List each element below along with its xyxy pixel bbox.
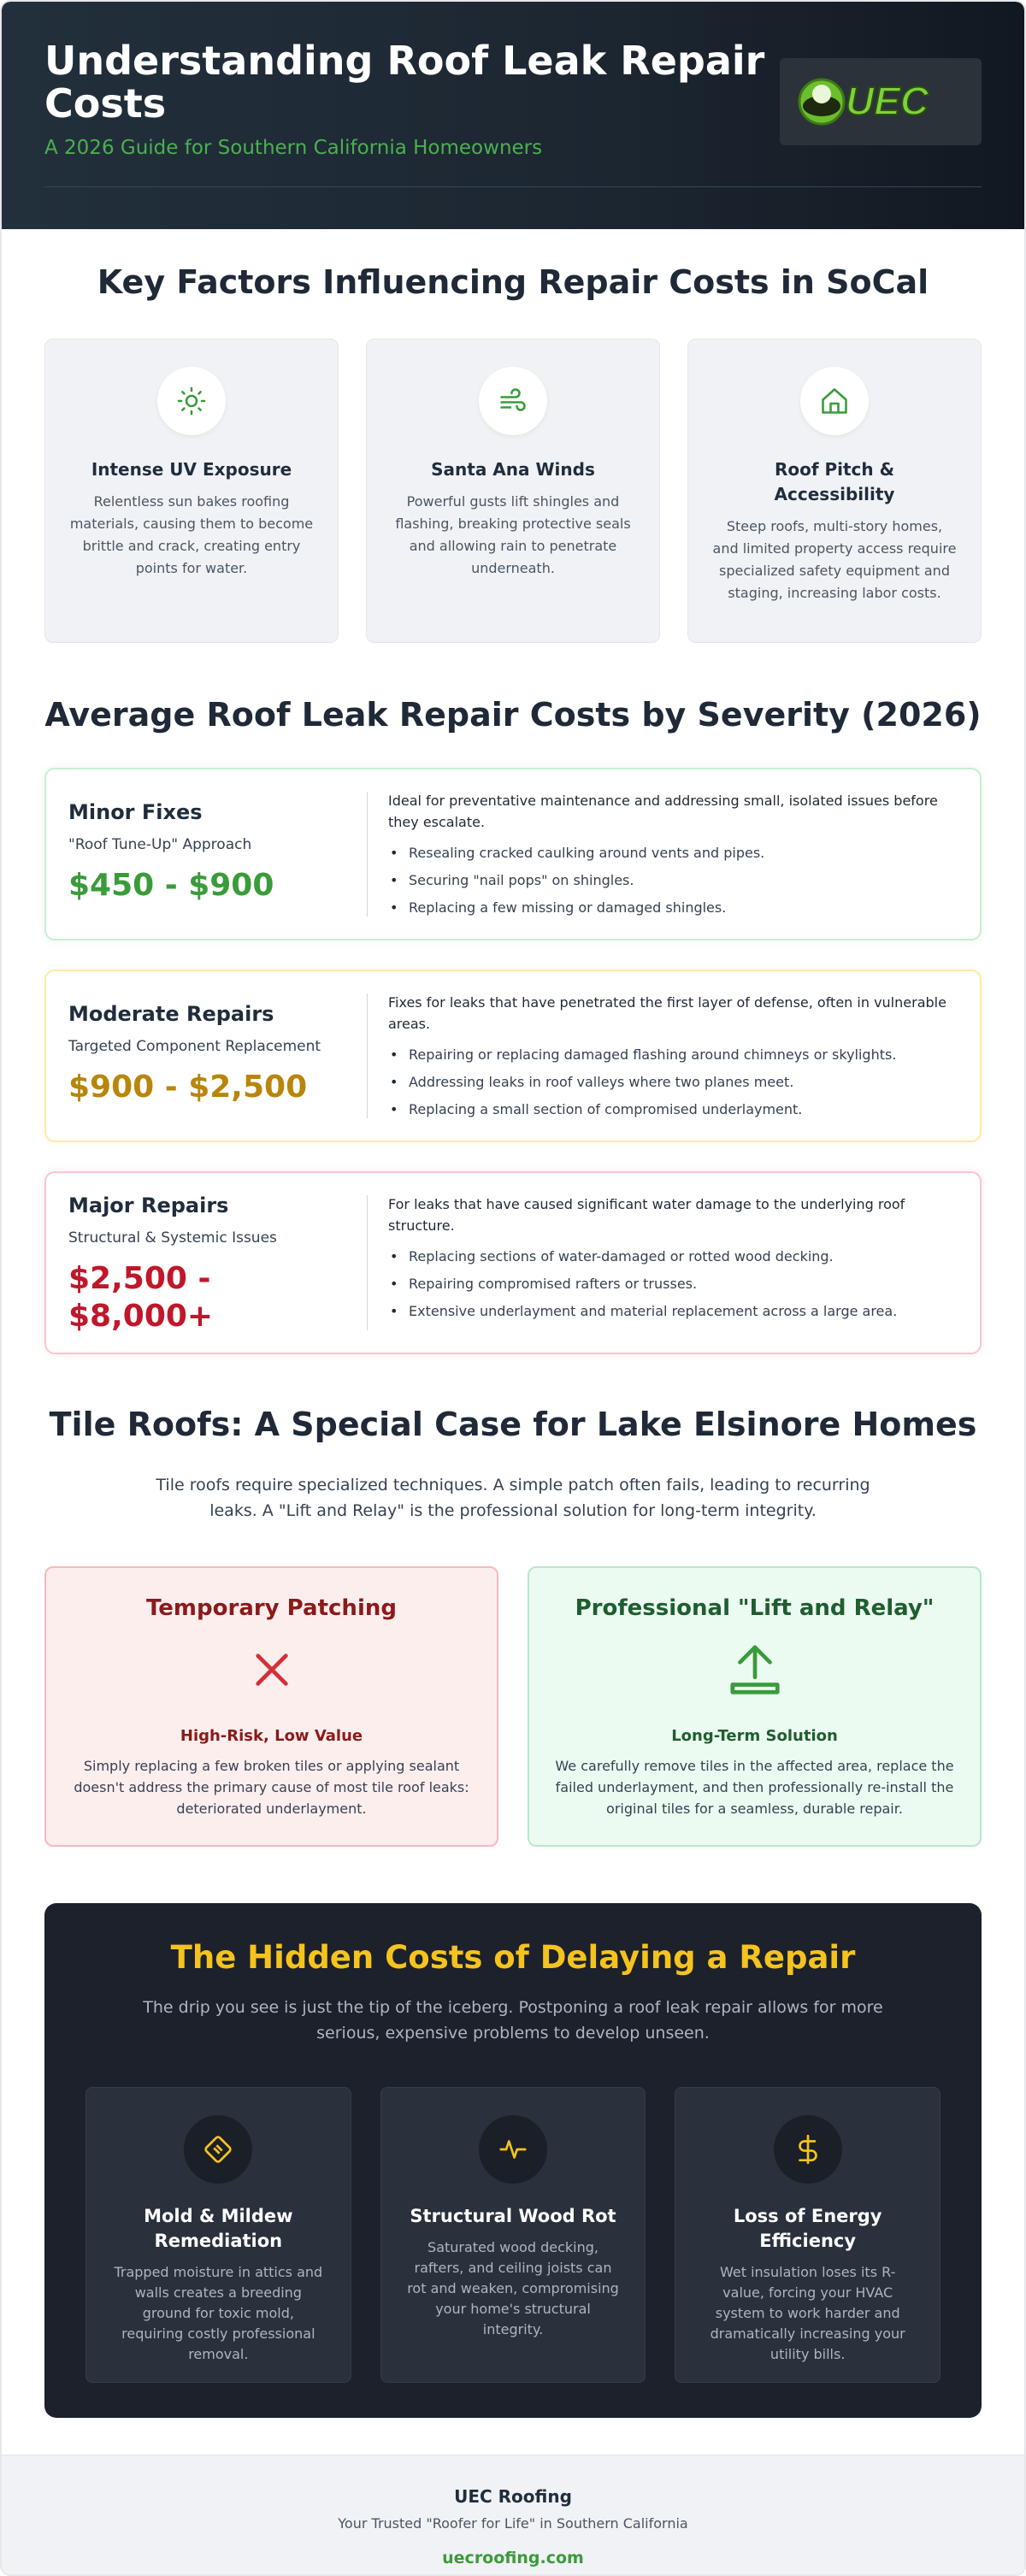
list-item: • Replacing a small section of compromised underlayment. [388, 1101, 954, 1118]
severity-title: Minor Fixes [68, 800, 203, 824]
list-item: • Extensive underlayment and material replacement across a large area. [388, 1303, 954, 1320]
x-icon [72, 1640, 471, 1700]
hidden-costs-section [44, 1903, 982, 2418]
severity-bullets [388, 1046, 954, 1118]
page-subtitle: A 2026 Guide for Southern California Homeowners [44, 137, 543, 159]
list-item: • Addressing leaks in roof valleys where two planes meet. [388, 1074, 954, 1091]
tile-heading: Tile Roofs: A Special Case for Lake Elsinore Homes [49, 1406, 977, 1443]
factor-text: Steep roofs, multi-story homes, and limited property access require specialized safety equipment and staging, increasing labor costs. [712, 518, 957, 601]
severity-title: Moderate Repairs [68, 1002, 274, 1026]
hidden-card-title: Loss of Energy Efficiency [733, 2206, 882, 2251]
hidden-card-text: Wet insulation loses its R-value, forcing your HVAC system to work harder and dramatically increasing your utility bills. [710, 2264, 905, 2362]
card-title: Temporary Patching [146, 1595, 397, 1621]
severity-bullets [388, 1248, 954, 1320]
hidden-card-energy [675, 2087, 940, 2383]
factor-card-uv [44, 339, 339, 643]
factor-title: Roof Pitch & Accessibility [774, 459, 895, 504]
severity-intro: Ideal for preventative maintenance and addressing small, isolated issues before they escalate. [388, 793, 938, 830]
factor-title: Intense UV Exposure [91, 459, 292, 480]
severity-card-major [44, 1171, 982, 1354]
upload-icon [555, 1640, 954, 1700]
severity-heading: Average Roof Leak Repair Costs by Severity (2026) [44, 696, 982, 734]
severity-price: $900 - $2,500 [68, 1070, 308, 1105]
lift-and-relay-card [528, 1566, 982, 1847]
hidden-card-title: Structural Wood Rot [410, 2206, 616, 2226]
footer-tagline: Your Trusted "Roofer for Life" in Southern California [338, 2515, 688, 2532]
factor-title: Santa Ana Winds [431, 459, 595, 480]
hidden-card-mold [86, 2087, 351, 2383]
hidden-subtitle: The drip you see is just the tip of the iceberg. Postponing a roof leak repair allows for more serious, expensive problems to develop unseen. [143, 1998, 883, 2043]
card-title: Professional "Lift and Relay" [575, 1595, 935, 1621]
severity-intro: For leaks that have caused significant water damage to the underlying roof structure. [388, 1196, 905, 1234]
tile-intro: Tile roofs require specialized techniques. A simple patch often fails, leading to recurring leaks. A "Lift and Relay" is the professional solution for long-term integrity. [156, 1476, 870, 1520]
pulse-icon [479, 2115, 547, 2184]
card-text: Simply replacing a few broken tiles or applying sealant doesn't address the primary cause of most tile roof leaks: deteriorated underlayment. [74, 1758, 469, 1817]
severity-tag: "Roof Tune-Up" Approach [68, 836, 252, 853]
tile-comparison [44, 1566, 982, 1847]
hero-header [2, 2, 1024, 229]
severity-card-moderate [44, 970, 982, 1142]
card-label: High-Risk, Low Value [180, 1727, 363, 1745]
card-label: Long-Term Solution [671, 1727, 838, 1745]
factor-card-pitch [687, 339, 982, 643]
list-item: • Repairing or replacing damaged flashing around chimneys or skylights. [388, 1046, 954, 1064]
hidden-card-text: Saturated wood decking, rafters, and ceiling joists can rot and weaken, compromising your home's structural integrity. [407, 2239, 619, 2337]
factor-text: Powerful gusts lift shingles and flashing, breaking protective seals and allowing rain to penetrate underneath. [395, 493, 631, 576]
hidden-heading: The Hidden Costs of Delaying a Repair [170, 1939, 856, 1976]
list-item: • Resealing cracked caulking around vents and pipes. [388, 845, 954, 862]
list-item: • Repairing compromised rafters or trusses. [388, 1276, 954, 1293]
hidden-card-rot [380, 2087, 646, 2383]
card-text: We carefully remove tiles in the affected area, replace the failed underlayment, and then professionally re-install the original tiles for a seamless, durable repair. [555, 1758, 954, 1817]
factors-grid [44, 339, 982, 643]
svg-text:UEC: UEC [846, 79, 929, 123]
uec-logo [780, 58, 982, 145]
severity-title: Major Repairs [68, 1194, 229, 1217]
hidden-card-text: Trapped moisture in attics and walls creates a breeding ground for toxic mold, requiring costly professional removal. [114, 2264, 323, 2362]
factor-card-winds [366, 339, 660, 643]
list-item: • Securing "nail pops" on shingles. [388, 872, 954, 889]
severity-tag: Structural & Systemic Issues [68, 1229, 277, 1247]
house-icon [800, 367, 869, 435]
footer [2, 2455, 1024, 2574]
dollar-icon [774, 2115, 842, 2184]
factors-heading: Key Factors Influencing Repair Costs in SoCal [97, 263, 929, 301]
mold-icon [184, 2115, 252, 2184]
severity-tag: Targeted Component Replacement [68, 1038, 321, 1055]
factor-text: Relentless sun bakes roofing materials, causing them to become brittle and crack, creating entry points for water. [69, 493, 314, 576]
wind-icon [479, 367, 547, 435]
severity-price: $450 - $900 [68, 868, 274, 903]
sun-icon [157, 367, 226, 435]
page-title: Understanding Roof Leak Repair Costs [44, 38, 765, 127]
temporary-patching-card [44, 1566, 498, 1847]
list-item: • Replacing a few missing or damaged shingles. [388, 899, 954, 917]
severity-bullets [388, 845, 954, 917]
footer-company-name: UEC Roofing [454, 2486, 572, 2507]
severity-intro: Fixes for leaks that have penetrated the first layer of defense, often in vulnerable areas. [388, 994, 946, 1032]
list-item: • Replacing sections of water-damaged or rotted wood decking. [388, 1248, 954, 1265]
hidden-card-title: Mold & Mildew Remediation [144, 2206, 293, 2251]
severity-price: $2,500 - $8,000+ [68, 1261, 214, 1334]
footer-website-link[interactable]: uecroofing.com [442, 2549, 584, 2567]
hidden-cards [86, 2087, 940, 2383]
severity-card-minor [44, 768, 982, 940]
hero-divider [44, 186, 982, 187]
